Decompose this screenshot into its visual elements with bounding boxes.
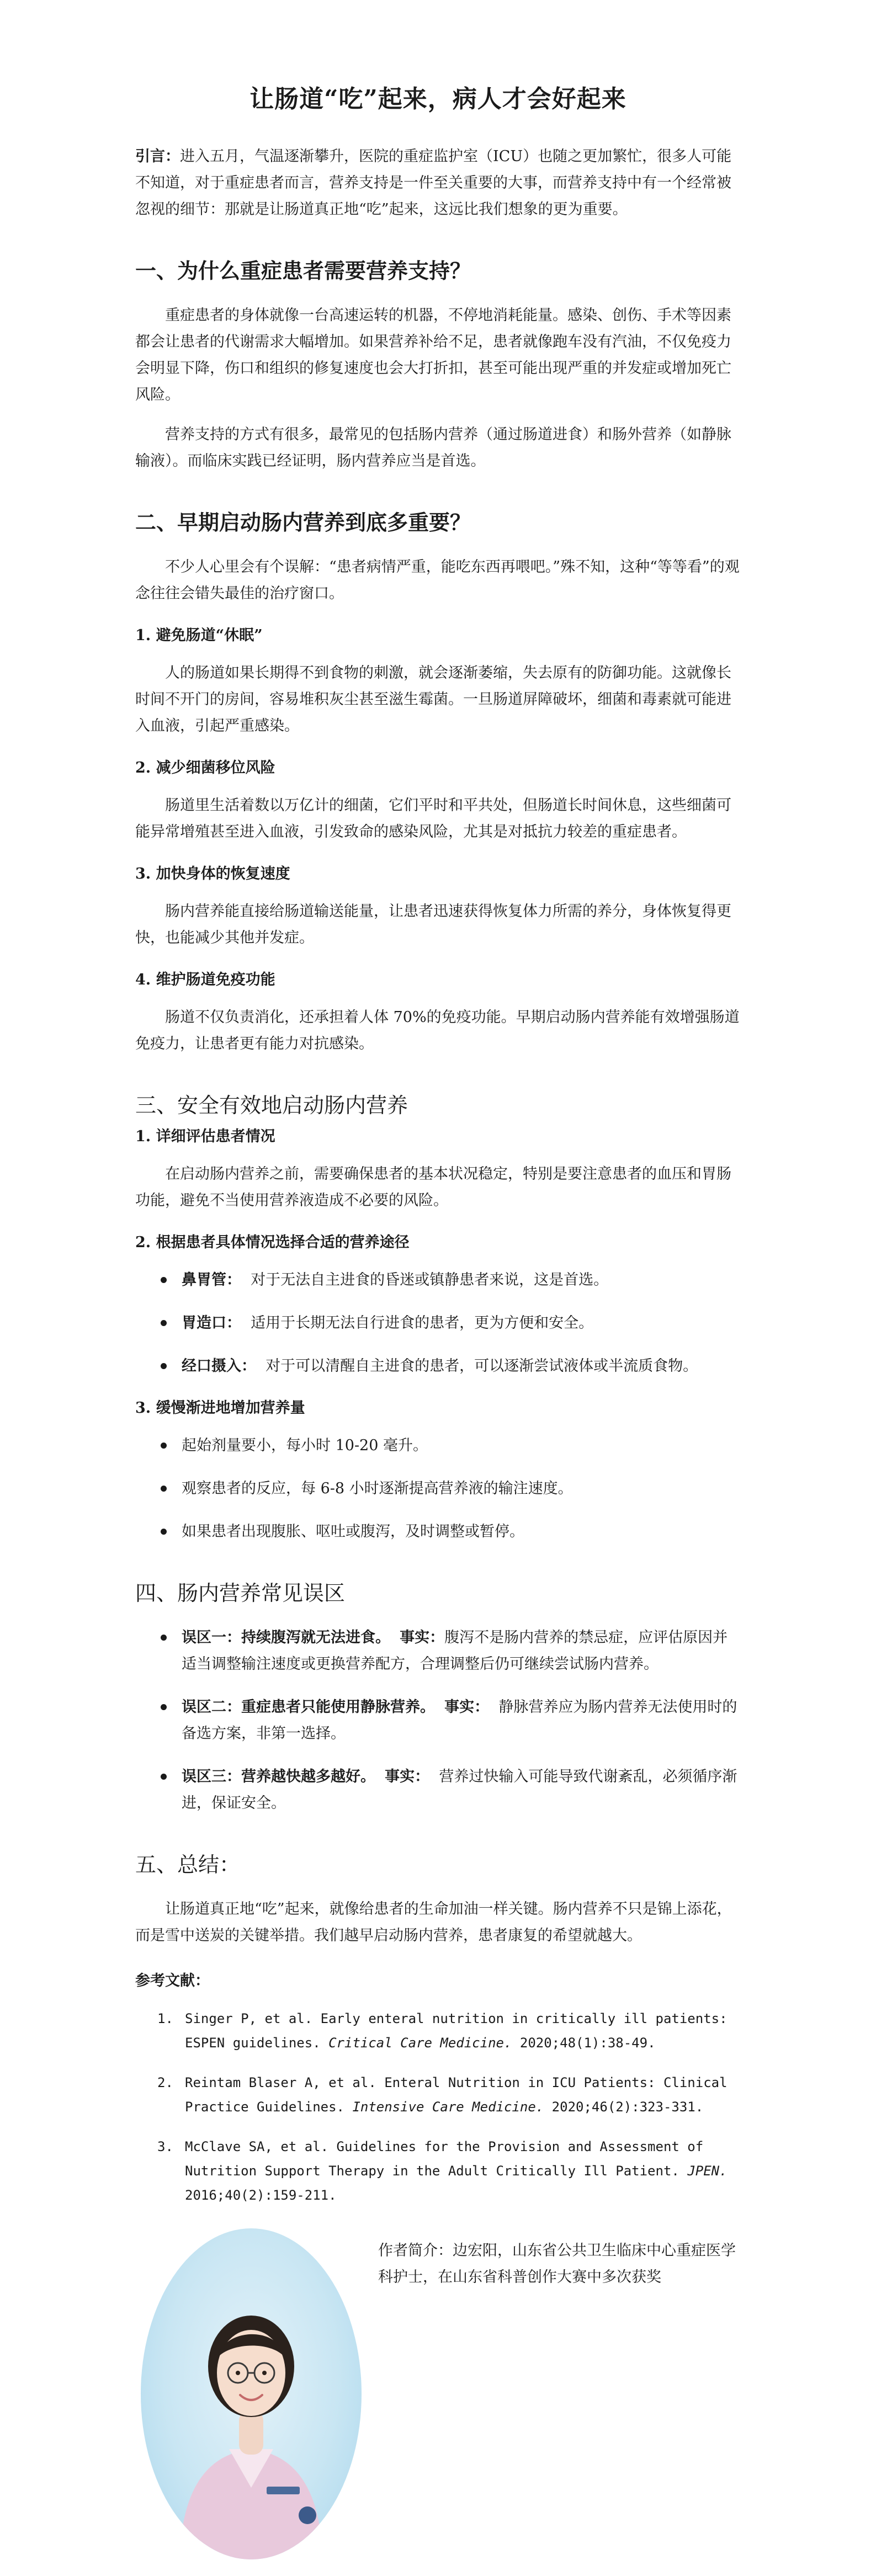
references-list <box>135 2006 741 2207</box>
list-item <box>182 1310 741 1337</box>
intro-lead: 引言： <box>135 148 180 165</box>
fact-text: 腹泻不是肠内营养的禁忌症，应评估原因并适当调整输注速度或更换营养配方，合理调整后仍可继续尝试肠内营养。 <box>182 1629 728 1673</box>
myth-text: 误区三：营养越快越多越好。 <box>182 1768 375 1785</box>
reference-authors-title: McClave SA, et al. Guidelines for the Provision and Assessment of Nutrition Support Therapy in the Adult Critically Ill Patient. <box>185 2139 704 2179</box>
reference-item <box>157 2135 741 2207</box>
section-2-item-3-heading: 3. 加快身体的恢复速度 <box>135 865 290 882</box>
section-1-paragraph-2: 营养支持的方式有很多，最常见的包括肠内营养（通过肠道进食）和肠外营养（如静脉输液）。而临床实践已经证明，肠内营养应当是首选。 <box>135 426 731 470</box>
reference-authors-title: Reintam Blaser A, et al. Enteral Nutrition in ICU Patients: Clinical Practice Guidelines. <box>185 2075 728 2115</box>
author-section <box>135 2223 741 2576</box>
section-2-item-1-text: 人的肠道如果长期得不到食物的刺激，就会逐渐萎缩，失去原有的防御功能。这就像长时间不开门的房间，容易堆积灰尘甚至滋生霉菌。一旦肠道屏障破坏，细菌和毒素就可能进入血液，引起严重感染。 <box>135 664 731 735</box>
author-bio: 作者简介：边宏阳，山东省公共卫生临床中心重症医学科护士，在山东省科普创作大赛中多次获奖 <box>378 2242 736 2286</box>
myth-text: 误区二：重症患者只能使用静脉营养。 <box>182 1699 435 1716</box>
route-text: 对于可以清醒自主进食的患者，可以逐渐尝试液体或半流质食物。 <box>266 1358 698 1375</box>
route-label: 胃造口： <box>182 1314 241 1332</box>
references-heading: 参考文献： <box>135 1972 210 1989</box>
section-3-sub-1-heading: 1. 详细评估患者情况 <box>135 1128 275 1145</box>
intro-paragraph <box>135 143 741 223</box>
route-text: 适用于长期无法自行进食的患者，更为方便和安全。 <box>251 1314 594 1332</box>
intro-text: 进入五月，气温逐渐攀升，医院的重症监护室（ICU）也随之更加繁忙，很多人可能不知道，对于重症患者而言，营养支持是一件至关重要的大事，而营养支持中有一个经常被忽视的细节：那就是让肠道真正地“吃”起来，这远比我们想象的更为重要。 <box>135 148 732 218</box>
fact-label: 事实： <box>385 1768 430 1785</box>
reference-number: 2. <box>157 2075 173 2090</box>
section-2-item-4-text: 肠道不仅负责消化，还承担着人体 70%的免疫功能。早期启动肠内营养能有效增强肠道免疫力，让患者更有能力对抗感染。 <box>135 1009 740 1052</box>
list-item <box>182 1625 741 1678</box>
section-2-item-2-heading: 2. 减少细菌移位风险 <box>135 759 275 776</box>
list-item: 起始剂量要小，每小时 10-20 毫升。 <box>182 1433 741 1459</box>
route-label: 经口摄入： <box>182 1358 256 1375</box>
section-3-sub-1-text: 在启动肠内营养之前，需要确保患者的基本状况稳定，特别是要注意患者的血压和胃肠功能，避免不当使用营养液造成不必要的风险。 <box>135 1165 731 1209</box>
section-2-heading: 二、早期启动肠内营养到底多重要？ <box>135 510 471 535</box>
section-2-item-1-heading: 1. 避免肠道“休眠” <box>135 627 263 644</box>
dosage-list <box>135 1433 741 1545</box>
route-label: 鼻胃管： <box>182 1271 241 1289</box>
reference-number: 3. <box>157 2139 173 2154</box>
reference-citation: 2016;40(2):159-211. <box>185 2188 337 2203</box>
myth-text: 误区一：持续腹泻就无法进食。 <box>182 1629 390 1646</box>
section-2-intro: 不少人心里会有个误解：“患者病情严重，能吃东西再喂吧。”殊不知，这种“等等看”的观念往往会错失最佳的治疗窗口。 <box>135 558 740 602</box>
reference-citation: 2020;46(2):323-331. <box>544 2099 704 2115</box>
fact-text: 静脉营养应为肠内营养无法使用时的备选方案，非第一选择。 <box>182 1699 737 1742</box>
reference-journal: Intensive Care Medicine. <box>352 2099 544 2115</box>
reference-item <box>157 2006 741 2055</box>
section-1-paragraph-1: 重症患者的身体就像一台高速运转的机器，不停地消耗能量。感染、创伤、手术等因素都会让患者的代谢需求大幅增加。如果营养补给不足，患者就像跑车没有汽油，不仅免疫力会明显下降，伤口和组织的修复速度也会大打折扣，甚至可能出现严重的并发症或增加死亡风险。 <box>135 307 731 403</box>
fact-label: 事实： <box>400 1629 445 1646</box>
section-1-heading: 一、为什么重症患者需要营养支持？ <box>135 258 471 283</box>
section-3-sub-2-heading: 2. 根据患者具体情况选择合适的营养途径 <box>135 1234 410 1251</box>
section-2-item-3-text: 肠内营养能直接给肠道输送能量，让患者迅速获得恢复体力所需的养分，身体恢复得更快，也能减少其他并发症。 <box>135 903 731 946</box>
myths-list <box>135 1625 741 1817</box>
route-text: 对于无法自主进食的昏迷或镇静患者来说，这是首选。 <box>251 1271 609 1289</box>
list-item <box>182 1353 741 1380</box>
article-title: 让肠道“吃”起来，病人才会好起来 <box>249 85 627 113</box>
list-item <box>182 1694 741 1747</box>
list-item <box>182 1267 741 1294</box>
nurse-portrait-illustration <box>141 2228 362 2559</box>
author-photo <box>141 2228 362 2559</box>
reference-authors-title: Singer P, et al. Early enteral nutrition in critically ill patients: ESPEN guidelines. <box>185 2011 728 2051</box>
list-item <box>182 1764 741 1817</box>
section-5-heading: 五、总结： <box>135 1853 241 1877</box>
reference-item <box>157 2071 741 2119</box>
feeding-route-list <box>135 1267 741 1380</box>
list-item: 观察患者的反应，每 6-8 小时逐渐提高营养液的输注速度。 <box>182 1476 741 1502</box>
fact-text: 营养过快输入可能导致代谢紊乱，必须循序渐进，保证安全。 <box>182 1768 737 1812</box>
reference-journal: JPEN. <box>687 2163 728 2179</box>
reference-number: 1. <box>157 2011 173 2026</box>
summary-text: 让肠道真正地“吃”起来，就像给患者的生命加油一样关键。肠内营养不只是锦上添花，而是雪中送炭的关键举措。我们越早启动肠内营养，患者康复的希望就越大。 <box>135 1901 732 1944</box>
fact-label: 事实： <box>444 1699 490 1716</box>
section-4-heading: 四、肠内营养常见误区 <box>135 1581 346 1605</box>
section-2-item-2-text: 肠道里生活着数以万亿计的细菌，它们平时和平共处，但肠道长时间休息，这些细菌可能异常增殖甚至进入血液，引发致命的感染风险，尤其是对抵抗力较差的重症患者。 <box>135 797 731 840</box>
reference-journal: Critical Care Medicine. <box>328 2035 512 2051</box>
section-2-item-4-heading: 4. 维护肠道免疫功能 <box>135 971 275 988</box>
list-item: 如果患者出现腹胀、呕吐或腹泻，及时调整或暂停。 <box>182 1519 741 1545</box>
section-3-heading: 三、安全有效地启动肠内营养 <box>135 1093 408 1117</box>
section-3-sub-3-heading: 3. 缓慢渐进地增加营养量 <box>135 1399 305 1417</box>
reference-citation: 2020;48(1):38-49. <box>512 2035 656 2051</box>
